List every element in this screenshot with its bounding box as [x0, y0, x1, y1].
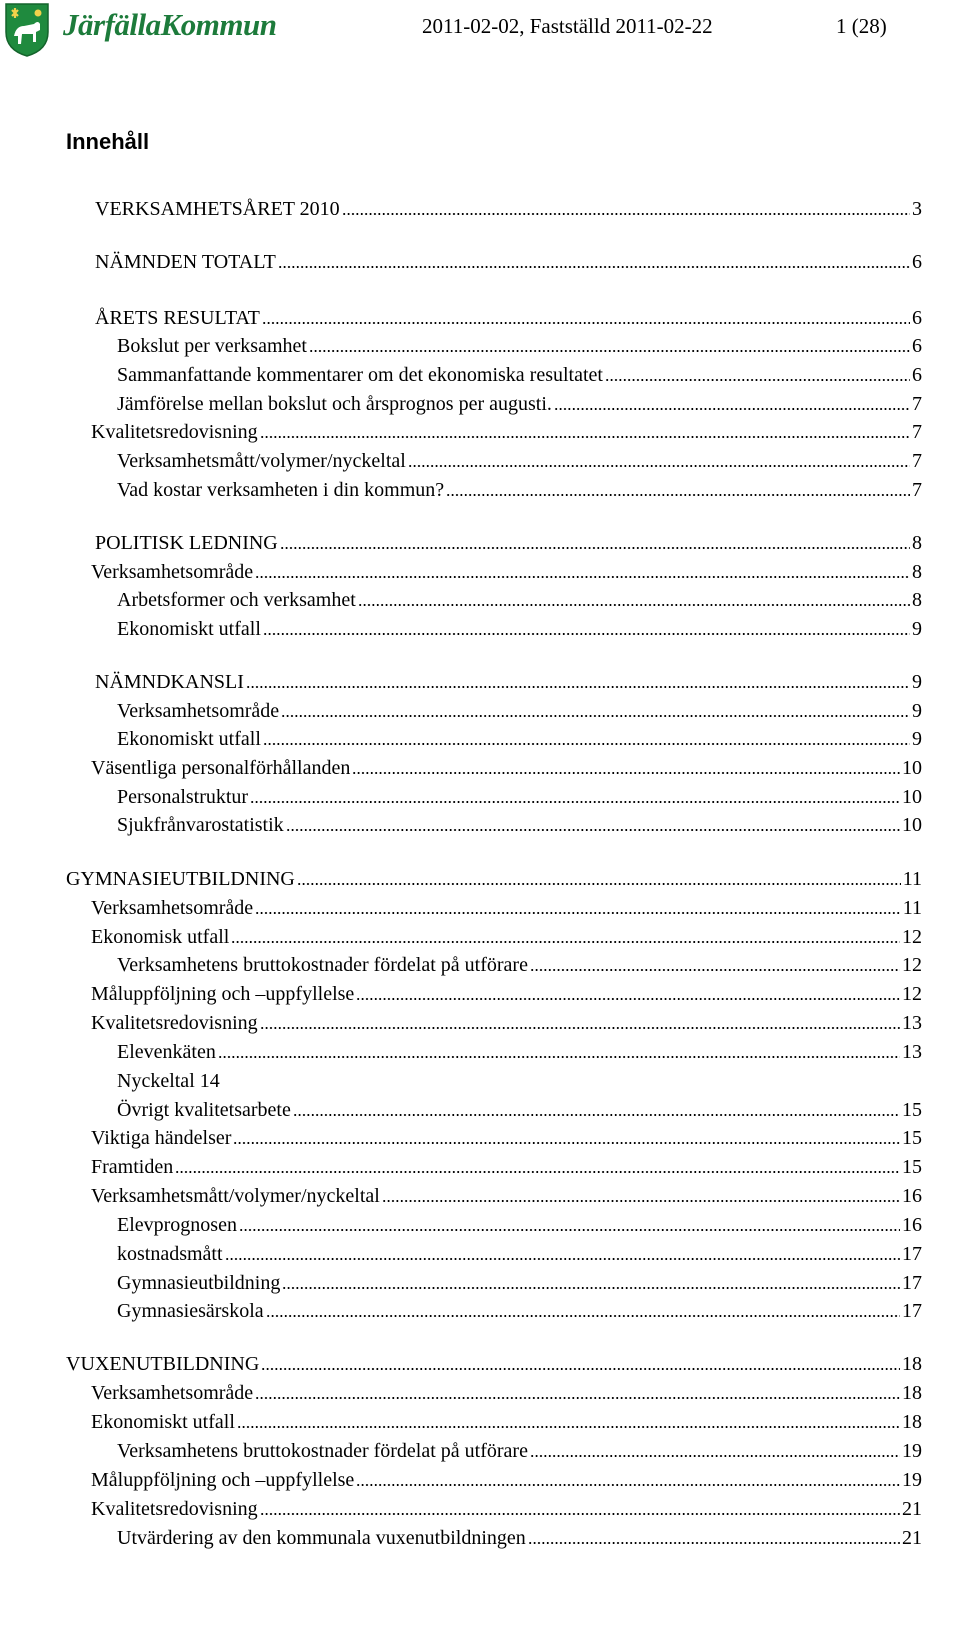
toc-entry-page: 7 — [912, 479, 922, 501]
toc-entry-title: ÅRETS RESULTAT — [95, 307, 260, 329]
dot-leader — [408, 464, 910, 468]
toc-entry-page: 18 — [902, 1353, 922, 1375]
toc-entry[interactable] — [91, 1183, 922, 1209]
dot-leader — [255, 911, 901, 915]
toc-entry-page: 21 — [902, 1498, 922, 1520]
toc-entry-title: Viktiga händelser — [91, 1127, 232, 1149]
dot-leader — [239, 1228, 900, 1232]
toc-entry-title: Kvalitetsredovisning — [91, 1012, 258, 1034]
toc-entry-title: Ekonomisk utfall — [91, 926, 230, 948]
toc-entry[interactable] — [91, 1125, 922, 1151]
toc-entry-title: Verksamhetsområde — [117, 700, 280, 722]
toc-entry[interactable] — [91, 924, 922, 950]
toc-entry-page: 21 — [902, 1527, 922, 1549]
dot-leader — [246, 685, 910, 689]
toc-entry-title: Nyckeltal 14 — [117, 1070, 220, 1092]
toc-entry[interactable] — [91, 755, 922, 781]
dot-leader — [356, 1483, 900, 1487]
dot-leader — [218, 1055, 900, 1059]
toc-entry-page: 12 — [902, 954, 922, 976]
toc-heading: Innehåll — [66, 129, 150, 154]
toc-entry[interactable] — [117, 1270, 922, 1296]
dot-leader — [260, 435, 910, 439]
toc-entry-title: Övrigt kvalitetsarbete — [117, 1099, 291, 1121]
toc-entry-page: 17 — [902, 1272, 922, 1294]
toc-entry[interactable] — [95, 249, 922, 275]
toc-entry[interactable] — [117, 1298, 922, 1324]
toc-entry-title: Utvärdering av den kommunala vuxenutbildningen — [117, 1527, 526, 1549]
toc-entry[interactable] — [66, 866, 922, 892]
toc-entry[interactable] — [117, 812, 922, 838]
toc-entry[interactable] — [91, 1010, 922, 1036]
toc-entry-title: Framtiden — [91, 1156, 174, 1178]
dot-leader — [352, 771, 900, 775]
toc-entry-title: VERKSAMHETSÅRET 2010 — [95, 198, 340, 220]
toc-entry-page: 13 — [902, 1012, 922, 1034]
toc-entry-title: VUXENUTBILDNING — [66, 1353, 260, 1375]
toc-entry-title: Verksamhetsområde — [91, 561, 254, 583]
toc-entry-page: 7 — [912, 421, 922, 443]
toc-entry-page: 10 — [902, 814, 922, 836]
toc-entry-page: 7 — [912, 393, 922, 415]
toc-entry[interactable] — [117, 952, 922, 978]
dot-leader — [382, 1199, 900, 1203]
toc-entry[interactable] — [117, 1525, 922, 1551]
dot-leader — [278, 265, 910, 269]
dot-leader — [281, 714, 910, 718]
toc-entry-title: Ekonomiskt utfall — [91, 1411, 235, 1433]
dot-leader — [260, 1026, 900, 1030]
toc-entry[interactable] — [117, 1039, 922, 1065]
dot-leader — [175, 1170, 900, 1174]
toc-entry-title: Gymnasiesärskola — [117, 1300, 264, 1322]
dot-leader — [262, 321, 910, 325]
toc-entry-title: Arbetsformer och verksamhet — [117, 589, 356, 611]
dot-leader — [225, 1257, 900, 1261]
document-date: 2011-02-02, Fastställd 2011-02-22 — [422, 14, 713, 38]
toc-entry[interactable] — [117, 362, 922, 388]
brand-wordmark: JärfällaKommun — [63, 7, 277, 42]
dot-leader — [263, 632, 910, 636]
toc-entry[interactable] — [117, 1438, 922, 1464]
dot-leader — [293, 1113, 900, 1117]
toc-entry-title: Ekonomiskt utfall — [117, 728, 261, 750]
toc-entry-page: 8 — [912, 589, 922, 611]
toc-entry[interactable] — [95, 530, 922, 556]
toc-entry-title: Elevprognosen — [117, 1214, 237, 1236]
toc-entry-title: Ekonomiskt utfall — [117, 618, 261, 640]
dot-leader — [605, 378, 910, 382]
toc-entry-page: 15 — [902, 1156, 922, 1178]
toc-entry[interactable] — [117, 726, 922, 752]
toc-entry[interactable] — [66, 1351, 922, 1377]
toc-entry-title: NÄMNDKANSLI — [95, 671, 244, 693]
toc-entry-title: GYMNASIEUTBILDNING — [66, 868, 295, 890]
toc-entry-title: Elevenkäten — [117, 1041, 216, 1063]
toc-entry[interactable] — [117, 477, 922, 503]
toc-entry-title: Måluppföljning och –uppfyllelse — [91, 1469, 355, 1491]
toc-entry[interactable] — [91, 895, 922, 921]
toc-entry[interactable] — [91, 419, 922, 445]
toc-entry[interactable] — [91, 559, 922, 585]
toc-entry[interactable] — [95, 305, 922, 331]
dot-leader — [297, 882, 901, 886]
toc-entry[interactable] — [117, 616, 922, 642]
toc-entry[interactable] — [117, 333, 922, 359]
toc-entry-page: 9 — [912, 700, 922, 722]
dot-leader — [554, 407, 910, 411]
dot-leader — [282, 1286, 900, 1290]
toc-entry-title: Vad kostar verksamheten i din kommun? — [117, 479, 445, 501]
toc-entry[interactable] — [117, 1068, 922, 1094]
toc-entry-page: 8 — [912, 561, 922, 583]
toc-entry[interactable] — [117, 391, 922, 417]
toc-entry-title: Gymnasieutbildning — [117, 1272, 281, 1294]
toc-entry-page: 17 — [902, 1243, 922, 1265]
toc-entry-page: 10 — [902, 757, 922, 779]
toc-entry-page: 13 — [902, 1041, 922, 1063]
toc-entry-page: 16 — [902, 1214, 922, 1236]
toc-entry-title: Bokslut per verksamhet — [117, 335, 307, 357]
toc-entry-page: 19 — [902, 1469, 922, 1491]
toc-entry-page: 17 — [902, 1300, 922, 1322]
toc-entry-page: 16 — [902, 1185, 922, 1207]
toc-entry-title: NÄMNDEN TOTALT — [95, 251, 276, 273]
toc-entry[interactable] — [117, 1212, 922, 1238]
toc-entry-page: 9 — [912, 618, 922, 640]
toc-entry-title: Sammanfattande kommentarer om det ekonomiska resultatet — [117, 364, 603, 386]
dot-leader — [280, 546, 910, 550]
toc-entry[interactable] — [95, 669, 922, 695]
toc-entry-page: 11 — [902, 897, 922, 919]
toc-entry-page: 6 — [912, 335, 922, 357]
toc-entry-page: 9 — [912, 728, 922, 750]
dot-leader — [237, 1425, 900, 1429]
toc-entry-title: POLITISK LEDNING — [95, 532, 278, 554]
dot-leader — [356, 997, 900, 1001]
toc-entry-title: kostnadsmått — [117, 1243, 223, 1265]
toc-entry-page: 11 — [902, 868, 922, 890]
dot-leader — [358, 603, 910, 607]
toc-entry-page: 15 — [902, 1099, 922, 1121]
dot-leader — [342, 212, 910, 216]
toc-entry-title: Verksamhetsområde — [91, 897, 254, 919]
dot-leader — [263, 742, 910, 746]
toc-entry-page: 3 — [912, 198, 922, 220]
toc-entry-title: Väsentliga personalförhållanden — [91, 757, 351, 779]
toc-entry-page: 15 — [902, 1127, 922, 1149]
toc-entry-title: Personalstruktur — [117, 786, 249, 808]
toc-entry[interactable] — [95, 196, 922, 222]
toc-entry-title: Kvalitetsredovisning — [91, 421, 258, 443]
toc-entry-page: 12 — [902, 983, 922, 1005]
toc-entry-page: 8 — [912, 532, 922, 554]
dot-leader — [286, 828, 900, 832]
toc-entry-page: 9 — [912, 671, 922, 693]
page-indicator: 1 (28) — [836, 14, 887, 38]
toc-entry[interactable] — [91, 1154, 922, 1180]
toc-entry-title: Verksamhetens bruttokostnader fördelat på utförare — [117, 954, 528, 976]
toc-entry[interactable] — [91, 1380, 922, 1406]
toc-entry-page: 7 — [912, 450, 922, 472]
dot-leader — [255, 575, 910, 579]
toc-entry[interactable] — [117, 1241, 922, 1267]
toc-entry-title: Verksamhetsmått/volymer/nyckeltal — [91, 1185, 380, 1207]
dot-leader — [266, 1314, 900, 1318]
dot-leader — [260, 1512, 900, 1516]
toc-entry-page: 12 — [902, 926, 922, 948]
toc-entry[interactable] — [91, 1467, 922, 1493]
toc-entry[interactable] — [117, 587, 922, 613]
dot-leader — [309, 349, 910, 353]
toc-entry-title: Sjukfrånvarostatistik — [117, 814, 284, 836]
toc-entry[interactable] — [117, 448, 922, 474]
dot-leader — [446, 493, 910, 497]
toc-entry-page: 6 — [912, 251, 922, 273]
toc-entry-title: Måluppföljning och –uppfyllelse — [91, 983, 355, 1005]
toc-entry-title: Verksamhetsmått/volymer/nyckeltal — [117, 450, 406, 472]
toc-entry-page: 6 — [912, 307, 922, 329]
toc-entry-page: 18 — [902, 1411, 922, 1433]
toc-entry[interactable] — [91, 981, 922, 1007]
toc-entry-page: 19 — [902, 1440, 922, 1462]
toc-entry[interactable] — [117, 1097, 922, 1123]
toc-entry[interactable] — [91, 1496, 922, 1522]
toc-entry[interactable] — [117, 698, 922, 724]
dot-leader — [530, 1454, 900, 1458]
toc-entry-title: Verksamhetens bruttokostnader fördelat på utförare — [117, 1440, 528, 1462]
dot-leader — [261, 1367, 900, 1371]
dot-leader — [231, 940, 900, 944]
dot-leader — [250, 800, 900, 804]
toc-entry-title: Jämförelse mellan bokslut och årsprognos per augusti. — [117, 393, 552, 415]
dot-leader — [233, 1141, 900, 1145]
dot-leader — [255, 1396, 900, 1400]
toc-entry-page: 10 — [902, 786, 922, 808]
toc-entry-title: Verksamhetsområde — [91, 1382, 254, 1404]
dot-leader — [530, 968, 900, 972]
toc-entry-page: 6 — [912, 364, 922, 386]
dot-leader — [528, 1541, 900, 1545]
toc-entry[interactable] — [117, 784, 922, 810]
toc-entry-page: 18 — [902, 1382, 922, 1404]
toc-entry-title: Kvalitetsredovisning — [91, 1498, 258, 1520]
toc-entry[interactable] — [91, 1409, 922, 1435]
